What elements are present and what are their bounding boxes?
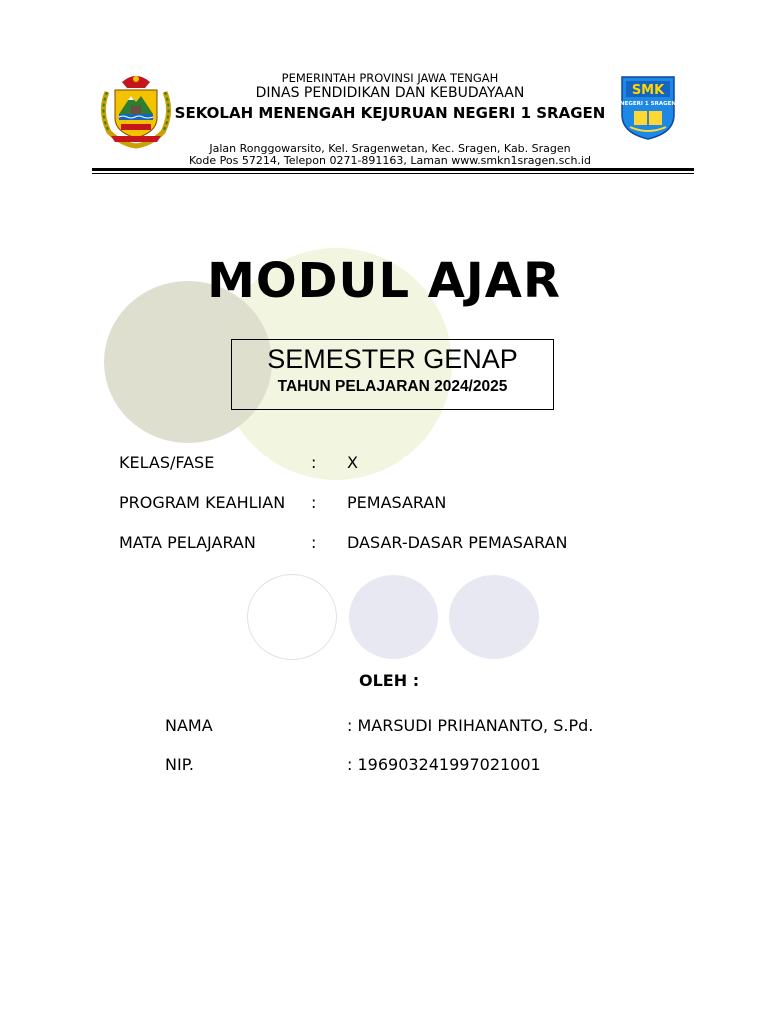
subject-colon: : (311, 533, 317, 552)
author-nip-label: NIP. (165, 755, 194, 774)
author-name-label: NAMA (165, 716, 213, 735)
semester-title: SEMESTER GENAP (267, 344, 518, 374)
letterhead-government: PEMERINTAH PROVINSI JAWA TENGAH (281, 71, 499, 85)
program-label: PROGRAM KEAHLIAN (119, 493, 286, 512)
svg-text:NEGERI 1 SRAGEN: NEGERI 1 SRAGEN (620, 101, 676, 107)
subject-label: MATA PELAJARAN (119, 533, 256, 552)
class-label: KELAS/FASE (119, 453, 215, 472)
letterhead-contact: Kode Pos 57214, Telepon 0271-891163, Laman www.smkn1sragen.sch.id (189, 154, 591, 167)
class-colon: : (311, 453, 317, 472)
program-colon: : (311, 493, 317, 512)
letterhead-divider-thin (92, 173, 694, 174)
smk-negeri-sragen-logo-icon (620, 75, 676, 141)
academic-year: TAHUN PELAJARAN 2024/2025 (277, 378, 508, 395)
letterhead-divider-thick (92, 168, 694, 171)
class-value: X (347, 453, 358, 472)
subject-value: DASAR-DASAR PEMASARAN (347, 533, 568, 552)
decorative-circle-lavender (449, 575, 539, 659)
program-value: PEMASARAN (347, 493, 447, 512)
svg-text:SMK: SMK (631, 83, 665, 98)
jawa-tengah-emblem-icon (97, 70, 175, 150)
author-nip-value: : 196903241997021001 (347, 755, 541, 774)
letterhead-school-name: SEKOLAH MENENGAH KEJURUAN NEGERI 1 SRAGEN (174, 104, 606, 122)
decorative-circle-outline (247, 574, 337, 660)
letterhead-department: DINAS PENDIDIKAN DAN KEBUDAYAAN (255, 85, 525, 101)
letterhead-address: Jalan Ronggowarsito, Kel. Sragenwetan, Kec. Sragen, Kab. Sragen (209, 142, 571, 155)
author-heading: OLEH : (359, 671, 420, 690)
author-name-value: : MARSUDI PRIHANANTO, S.Pd. (347, 716, 594, 735)
decorative-circle-lavender (349, 575, 438, 659)
document-title: MODUL AJAR (207, 253, 561, 309)
